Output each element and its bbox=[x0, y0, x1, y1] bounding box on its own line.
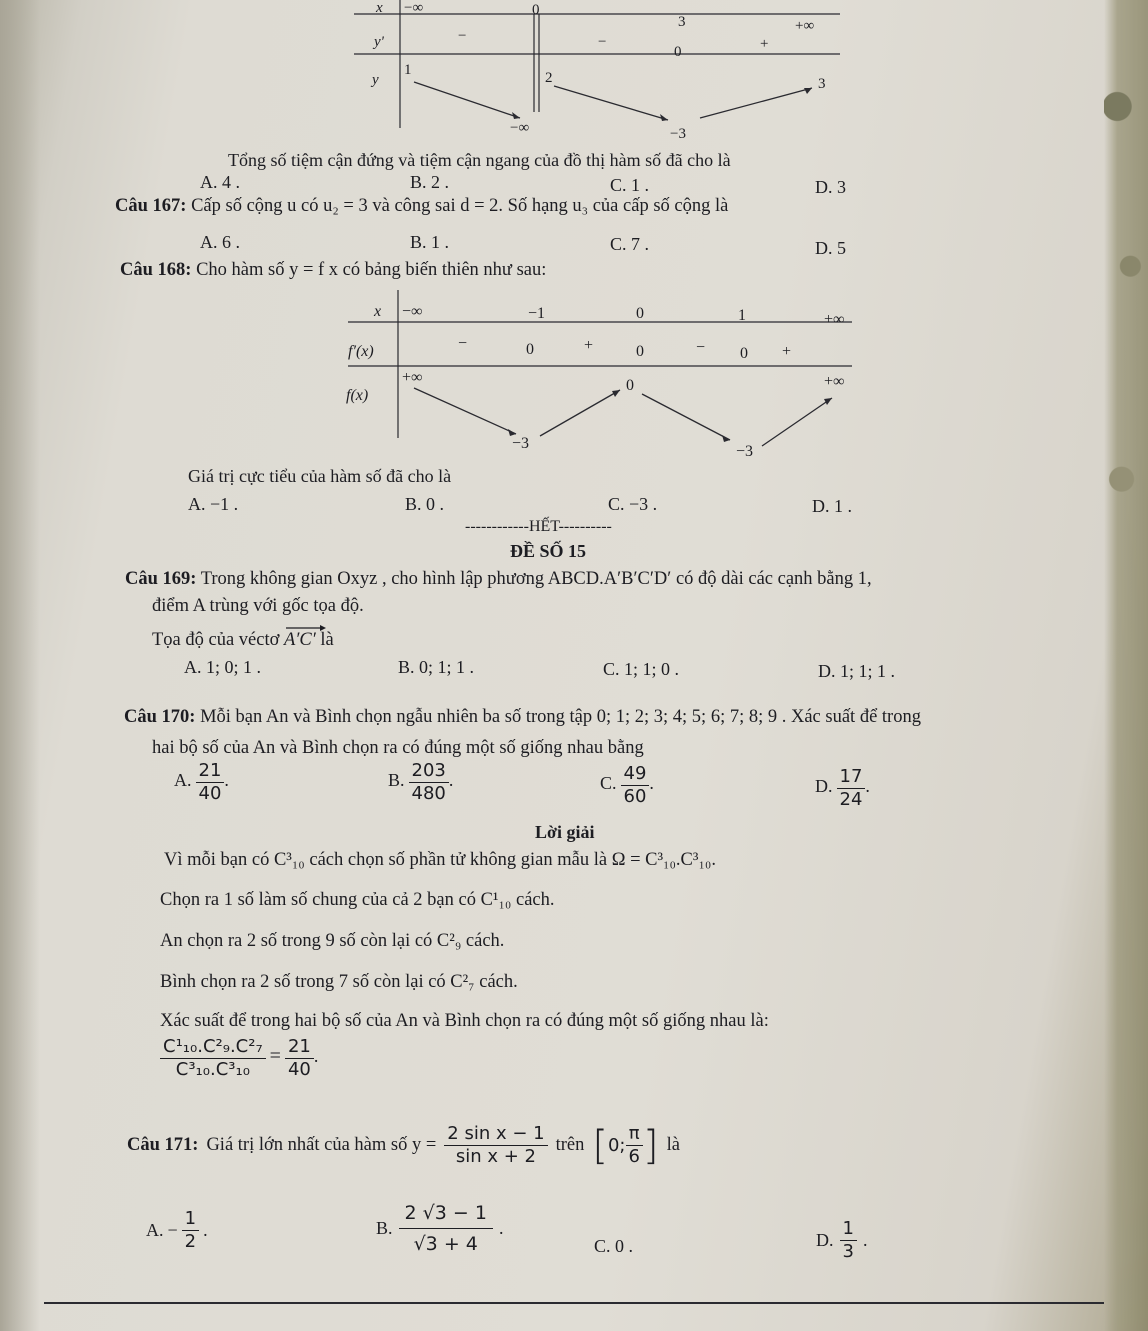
solution-line: Vì mỗi bạn có C³₁₀ cách chọn số phần tử không gian mẫu là Ω = C³₁₀.C³₁₀. bbox=[164, 850, 716, 870]
table-x-val: 0 bbox=[636, 305, 644, 322]
end-mark: ------------HẾT---------- bbox=[465, 518, 612, 535]
q168-label: Câu 168: bbox=[120, 260, 192, 280]
table-y-val: 2 bbox=[545, 70, 553, 86]
denominator: 40 bbox=[198, 783, 222, 804]
fraction bbox=[837, 766, 866, 811]
numerator: 1 bbox=[182, 1208, 199, 1231]
table-x-label: x bbox=[376, 0, 383, 16]
vector-notation bbox=[284, 626, 316, 651]
table-y-val: 1 bbox=[404, 62, 412, 78]
numerator: 21 bbox=[196, 760, 225, 783]
q169-option-b[interactable]: B. 0; 1; 1 . bbox=[398, 657, 475, 677]
table-yp-sign: − bbox=[458, 28, 467, 44]
table-y-val: 3 bbox=[818, 76, 826, 92]
q169-question bbox=[125, 569, 872, 590]
q171-option-b[interactable]: B. $\frac{2 √3 - 1}{√3 + 4}$ . bbox=[376, 1198, 503, 1259]
fraction bbox=[621, 763, 650, 808]
q171-label: Câu 171: bbox=[127, 1135, 199, 1155]
solution-formula: $\frac{\text{C¹₁₀.C²₉.C²₇}}{\text{C³₁₀.C³₁₀}}$ = $\frac{21}{40}$ . bbox=[160, 1036, 318, 1081]
table-yp-label: y' bbox=[374, 34, 384, 50]
fraction bbox=[160, 1036, 266, 1081]
table-x-val: 3 bbox=[678, 14, 686, 30]
table-fp-sign: + bbox=[782, 343, 792, 360]
q167-option-a[interactable]: A. 6 . bbox=[200, 232, 240, 252]
q170-option-d[interactable]: D. $\frac{17}{24}$ . bbox=[815, 766, 870, 810]
denominator: 480 bbox=[411, 783, 446, 804]
interval-left: 0; bbox=[607, 1135, 626, 1156]
numerator: 2 √3 − 1 bbox=[399, 1198, 493, 1229]
table-f-val: +∞ bbox=[402, 369, 423, 386]
table-yp-sign: 0 bbox=[674, 44, 682, 60]
page-shadow-left bbox=[0, 0, 40, 1331]
table-x-label: x bbox=[374, 303, 382, 320]
q169-line3 bbox=[152, 626, 334, 651]
interval bbox=[592, 1123, 658, 1168]
option-label: A. bbox=[146, 1220, 164, 1240]
q168-option-a[interactable]: A. −1 . bbox=[188, 494, 239, 514]
right-bracket: ] bbox=[642, 1122, 659, 1169]
table-x-val: 1 bbox=[738, 307, 746, 324]
option-label: B. bbox=[376, 1218, 393, 1238]
q166-option-b[interactable]: B. 2 . bbox=[410, 172, 450, 192]
q169-line2: điểm A trùng với gốc tọa độ. bbox=[152, 596, 364, 616]
denominator: 3 bbox=[842, 1241, 854, 1262]
table-yp-sign: − bbox=[598, 34, 607, 50]
numerator: 17 bbox=[837, 766, 866, 789]
table-fp-sign: − bbox=[458, 335, 468, 352]
equals-sign: = bbox=[269, 1045, 281, 1068]
q166-option-c[interactable]: C. 1 . bbox=[610, 175, 650, 195]
q167-option-c[interactable]: C. 7 . bbox=[610, 234, 650, 254]
q170-question bbox=[124, 707, 921, 728]
solution-line: Chọn ra 1 số làm số chung của cả 2 bạn có C¹₁₀ cách. bbox=[160, 890, 555, 910]
q171-post: là bbox=[666, 1135, 680, 1155]
q167-option-d[interactable]: D. 5 bbox=[815, 238, 846, 258]
numerator: 1 bbox=[840, 1218, 857, 1241]
table-x-val: +∞ bbox=[824, 311, 845, 328]
table-fp-sign: 0 bbox=[740, 345, 748, 362]
q166-stem: Tổng số tiệm cận đứng và tiệm cận ngang của đồ thị hàm số đã cho là bbox=[228, 150, 731, 170]
solution-title: Lời giải bbox=[535, 822, 595, 842]
q171-option-d[interactable]: D. $\frac{1}{3}$ . bbox=[816, 1218, 868, 1262]
numerator: 2 sin x − 1 bbox=[444, 1123, 547, 1146]
q169-option-d[interactable]: D. 1; 1; 1 . bbox=[818, 661, 896, 681]
denominator: 40 bbox=[287, 1059, 311, 1080]
denominator: C³₁₀.C³₁₀ bbox=[175, 1059, 250, 1080]
table-x-val: −1 bbox=[528, 305, 546, 322]
table-fp-sign: 0 bbox=[636, 343, 644, 360]
denominator: sin x + 2 bbox=[455, 1146, 536, 1167]
q169-option-a[interactable]: A. 1; 0; 1 . bbox=[184, 657, 262, 677]
table-fp-sign: + bbox=[584, 337, 594, 354]
q170-line2: hai bộ số của An và Bình chọn ra có đúng một số giống nhau bằng bbox=[152, 738, 644, 758]
arrow-increase bbox=[762, 398, 832, 446]
q169-line3-post: là bbox=[320, 630, 334, 650]
q168-option-c[interactable]: C. −3 . bbox=[608, 494, 658, 514]
option-label: B. bbox=[388, 770, 405, 791]
vector-arrow-icon bbox=[284, 624, 328, 632]
q167-text: Cấp số cộng u có u₂ = 3 và công sai d = 2. Số hạng u₃ của cấp số cộng là bbox=[191, 196, 729, 216]
fraction bbox=[399, 1198, 493, 1259]
q169-label: Câu 169: bbox=[125, 569, 197, 589]
arrow-increase bbox=[700, 88, 812, 118]
q170-label: Câu 170: bbox=[124, 707, 196, 727]
q167-label: Câu 167: bbox=[115, 196, 187, 216]
variation-table-q168 bbox=[340, 290, 860, 460]
fraction bbox=[409, 760, 449, 805]
fraction bbox=[840, 1218, 857, 1263]
table-x-val: −∞ bbox=[402, 303, 423, 320]
table-fp-sign: 0 bbox=[526, 341, 534, 358]
q167-question bbox=[115, 196, 728, 217]
q168-option-d[interactable]: D. 1 . bbox=[812, 496, 852, 516]
solution-line: An chọn ra 2 số trong 9 số còn lại có C²₉ cách. bbox=[160, 931, 505, 951]
section-title: ĐỀ SỐ 15 bbox=[510, 541, 587, 561]
left-bracket: [ bbox=[592, 1122, 608, 1169]
denominator: 24 bbox=[839, 789, 863, 810]
arrow-decrease bbox=[414, 388, 516, 434]
arrow-increase bbox=[540, 390, 620, 436]
numerator: 21 bbox=[285, 1036, 314, 1059]
q171-mid: trên bbox=[555, 1135, 585, 1155]
q169-option-c[interactable]: C. 1; 1; 0 . bbox=[603, 659, 680, 679]
option-label: C. bbox=[600, 773, 617, 794]
table-y-val: −3 bbox=[670, 126, 686, 140]
table-x-val: +∞ bbox=[795, 18, 815, 34]
numerator: 203 bbox=[409, 760, 449, 783]
q168-question bbox=[120, 260, 546, 281]
table-fp-label: f′(x) bbox=[348, 343, 374, 360]
table-fp-sign: − bbox=[696, 339, 706, 356]
table-f-val: −3 bbox=[736, 443, 754, 460]
q171-option-c[interactable]: C. 0 . bbox=[594, 1236, 634, 1256]
solution-line: Bình chọn ra 2 số trong 7 số còn lại có C²₇ cách. bbox=[160, 972, 518, 992]
q170-option-c[interactable]: C. $\frac{49}{60}$ . bbox=[600, 763, 654, 807]
table-f-val: 0 bbox=[626, 377, 634, 394]
q170-option-b[interactable]: B. $\frac{203}{480}$ . bbox=[388, 760, 454, 804]
table-y-label: y bbox=[372, 72, 379, 88]
numerator: π bbox=[626, 1123, 643, 1146]
background-fabric bbox=[1104, 0, 1148, 1331]
table-f-val: +∞ bbox=[824, 373, 845, 390]
q168-stem: Giá trị cực tiểu của hàm số đã cho là bbox=[188, 466, 452, 486]
q166-option-d[interactable]: D. 3 bbox=[815, 177, 846, 197]
option-label: D. bbox=[815, 776, 833, 797]
table-yp-sign: + bbox=[760, 36, 769, 52]
q171-option-a[interactable]: A. − $\frac{1}{2}$ . bbox=[146, 1208, 208, 1252]
q171-pre: Giá trị lớn nhất của hàm số y = bbox=[206, 1135, 437, 1155]
denominator: √3 + 4 bbox=[413, 1233, 478, 1255]
solution-line: Xác suất để trong hai bộ số của An và Bình chọn ra có đúng một số giống nhau là: bbox=[160, 1011, 769, 1031]
table-y-val: −∞ bbox=[510, 120, 530, 136]
denominator: 60 bbox=[623, 786, 647, 807]
numerator: 49 bbox=[621, 763, 650, 786]
bottom-rule bbox=[44, 1302, 1104, 1304]
q166-option-a[interactable]: A. 4 . bbox=[200, 172, 240, 192]
table-f-label: f(x) bbox=[346, 387, 369, 404]
q169-line3-pre: Tọa độ của véctơ bbox=[152, 630, 280, 650]
fraction bbox=[285, 1036, 314, 1081]
q170-option-a[interactable]: A. $\frac{21}{40}$ . bbox=[174, 760, 229, 804]
arrow-decrease bbox=[554, 86, 668, 120]
function-fraction bbox=[444, 1123, 547, 1168]
fraction bbox=[182, 1208, 199, 1253]
denominator: 2 bbox=[184, 1231, 197, 1252]
arrow-decrease bbox=[642, 394, 730, 440]
fraction bbox=[626, 1123, 643, 1168]
q169-line1: Trong không gian Oxyz , cho hình lập phương ABCD.A′B′C′D′ có độ dài các cạnh bằng 1, bbox=[200, 569, 872, 589]
q168-option-b[interactable]: B. 0 . bbox=[405, 494, 445, 514]
q168-text: Cho hàm số y = f x có bảng biến thiên như sau: bbox=[196, 260, 547, 280]
table-f-val: −3 bbox=[512, 435, 530, 452]
table-x-val: 0 bbox=[532, 2, 540, 18]
variation-table-top bbox=[340, 0, 860, 140]
fraction bbox=[196, 760, 225, 805]
table-x-val: −∞ bbox=[404, 0, 424, 16]
option-label: D. bbox=[816, 1230, 834, 1250]
arrow-decrease bbox=[414, 82, 520, 118]
q170-line1: Mỗi bạn An và Bình chọn ngẫu nhiên ba số trong tập 0; 1; 2; 3; 4; 5; 6; 7; 8; 9 . Xác suất để trong bbox=[200, 707, 921, 727]
minus-sign: − bbox=[167, 1220, 178, 1240]
q171-question bbox=[127, 1123, 680, 1168]
numerator: C¹₁₀.C²₉.C²₇ bbox=[160, 1036, 266, 1059]
vector-label: A′C′ bbox=[284, 630, 316, 650]
denominator: 6 bbox=[628, 1146, 640, 1167]
option-label: A. bbox=[174, 770, 192, 791]
q167-option-b[interactable]: B. 1 . bbox=[410, 232, 450, 252]
